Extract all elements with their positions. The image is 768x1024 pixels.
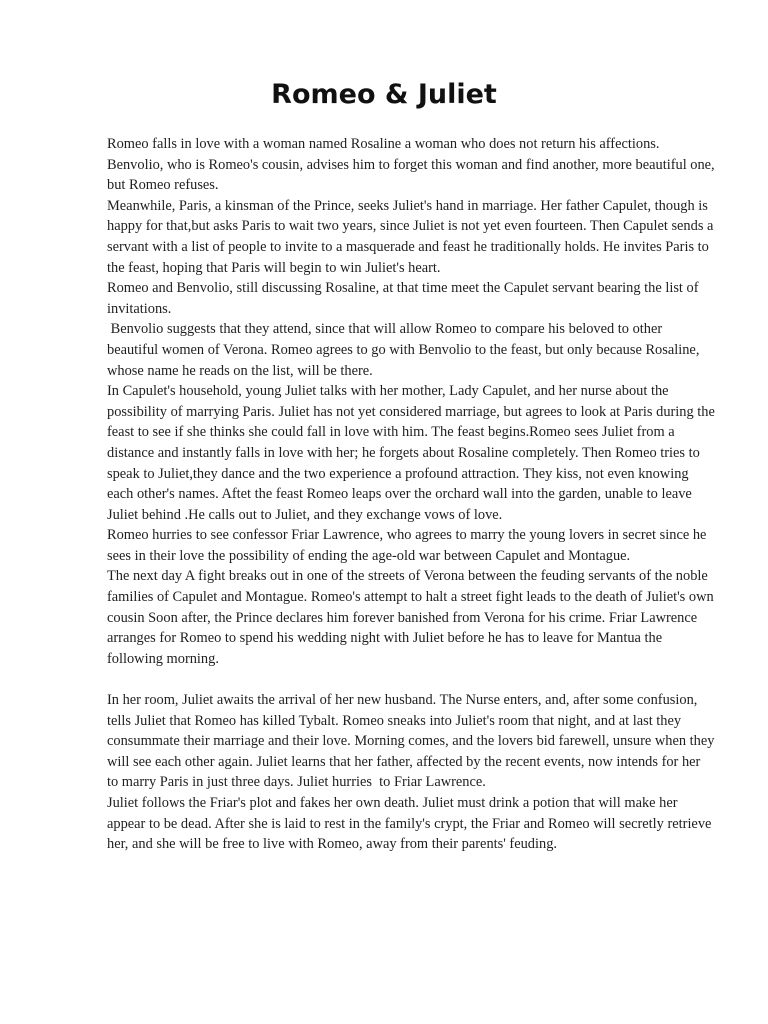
paragraph-rosaline: Romeo falls in love with a woman named Rosaline a woman who does not return his affections. Benvolio, who is Romeo's cousin, advises him to forget this woman and find another, more beautiful one, but Romeo refuses. — [107, 136, 719, 194]
paragraph-friar: Romeo hurries to see confessor Friar Lawrence, who agrees to marry the young lovers in secret since he sees in their love the possibility of ending the age-old war between Capulet and Montague. — [107, 527, 711, 564]
paragraph-fight: The next day A fight breaks out in one of the streets of Verona between the feuding servants of the noble families of Capulet and Montague. Romeo's attempt to halt a street fight leads to the death of Juliet's own cousin Soon after, the Prince declares him forever banished from Verona for his crime. Friar Lawrence arranges for Romeo to spend his wedding night with Juliet before he has to leave for Mantua the following morning. — [107, 568, 718, 667]
paragraph-paris: Meanwhile, Paris, a kinsman of the Prince, seeks Juliet's hand in marriage. Her father Capulet, though is happy for that,but asks Paris to wait two years, since Juliet is not yet even fourteen. Then Capulet sends a servant with a list of people to invite to a masquerade and feast he traditionally holds. He invites Paris to the feast, hoping that Paris will begin to win Juliet's heart. — [107, 197, 718, 276]
document-body — [107, 134, 719, 855]
page-title: Romeo & Juliet — [271, 79, 497, 110]
paragraph-feast: In Capulet's household, young Juliet talks with her mother, Lady Capulet, and her nurse about the possibility of marrying Paris. Juliet has not yet considered marriage, but agrees to look at Paris during the feast to see if she thinks she could fall in love with him. The feast begins.Romeo sees Juliet from a distance and instantly falls in love with her; he forgets about Rosaline completely. Then Romeo tries to speak to Juliet,they dance and the two experience a profound attraction. They kiss, not even knowing each other's names. Aftet the feast Romeo leaps over the orchard wall into the garden, unable to leave Juliet behind .He calls out to Juliet, and they exchange vows of love. — [107, 383, 719, 523]
paragraph-servant: Romeo and Benvolio, still discussing Rosaline, at that time meet the Capulet servant bearing the list of invitations. — [107, 280, 703, 317]
paragraph-benvolio: Benvolio suggests that they attend, since that will allow Romeo to compare his beloved to other beautiful women of Verona. Romeo agrees to go with Benvolio to the feast, but only because Rosaline, whose name he reads on the list, will be there. — [107, 321, 704, 379]
paragraph-wedding-night: In her room, Juliet awaits the arrival of her new husband. The Nurse enters, and, after some confusion, tells Juliet that Romeo has killed Tybalt. Romeo sneaks into Juliet's room that night, and at last they consummate their marriage and their love. Morning comes, and the lovers bid farewell, unsure when they will see each other again. Juliet learns that her father, affected by the recent events, now intends for her to marry Paris in just three days. Juliet hurries to Friar Lawrence. — [107, 692, 719, 791]
paragraph-plot: Juliet follows the Friar's plot and fakes her own death. Juliet must drink a potion that will make her appear to be dead. After she is laid to rest in the family's crypt, the Friar and Romeo will secretly retrieve her, and she will be free to live with Romeo, away from their parents' feuding. — [107, 795, 716, 853]
